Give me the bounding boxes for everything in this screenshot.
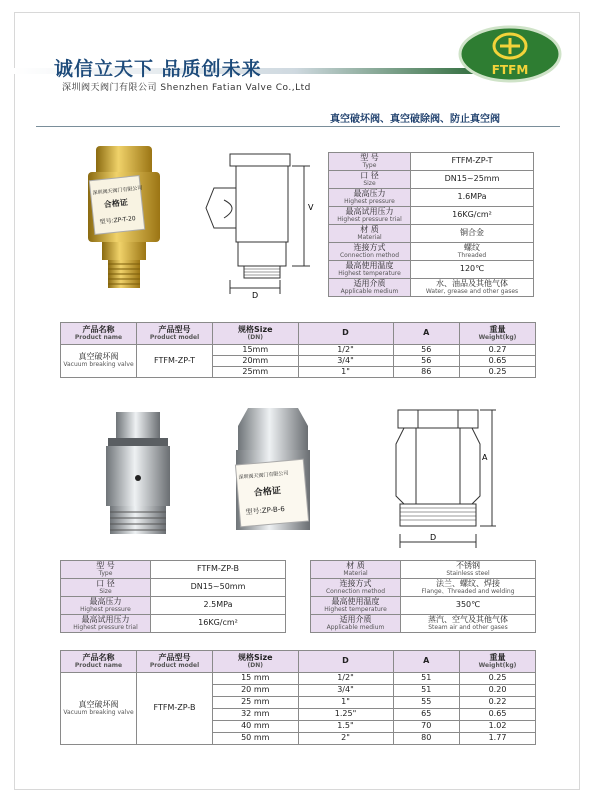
cell-text: FTFM-ZP-T: [451, 156, 493, 166]
spec-value: [411, 243, 534, 261]
spec-label: [329, 153, 411, 171]
cell-text: 产品名称: [82, 324, 115, 334]
cell-text: 0.25: [488, 673, 507, 683]
table-cell: [393, 367, 460, 378]
spec-row: [61, 561, 286, 579]
table-cell: [393, 733, 460, 745]
table-cell: [460, 356, 536, 367]
table-header: [213, 323, 299, 345]
spec-label: [61, 561, 151, 579]
cell-text: 真空破坏阀: [78, 699, 119, 709]
spec-row: [329, 189, 534, 207]
cell-text: Threaded: [457, 251, 487, 259]
table-cell: [298, 367, 393, 378]
table-header: [137, 323, 213, 345]
table-cell: [393, 356, 460, 367]
cell-text: 1": [341, 697, 350, 707]
cell-text: 适用介质: [353, 278, 386, 288]
cell-text: DN15~50mm: [190, 582, 246, 592]
stainless-valve-photo: [94, 408, 184, 538]
spec-value: [411, 153, 534, 171]
cell-text: FTFM-ZP-B: [197, 564, 239, 574]
table-cell: [213, 721, 299, 733]
brass-valve-photo: [80, 142, 168, 292]
page-title: 真空破坏阀、真空破除阀、防止真空阀: [330, 114, 500, 125]
cell-text: 2.5MPa: [203, 600, 233, 610]
table-header: [213, 651, 299, 673]
spec-value: [401, 579, 536, 597]
cell-text: Size: [99, 587, 112, 595]
table-cell: [298, 345, 393, 356]
cell-text: Vacuum breaking valve: [63, 361, 134, 369]
cell-text: 1": [341, 366, 350, 376]
cell-text: 56: [421, 355, 432, 365]
table-cell: [298, 356, 393, 367]
cell-text: 20mm: [242, 355, 269, 365]
company-name: 深圳阀天阀门有限公司 Shenzhen Fatian Valve Co.,Ltd: [62, 83, 311, 93]
cell-text: Material: [343, 569, 368, 577]
cell-text: 1.02: [488, 721, 507, 731]
cell-text: 水、油品及其他气体: [436, 278, 508, 288]
dim-d-label-2: D: [430, 533, 437, 542]
table-cell: [393, 697, 460, 709]
cell-text: 20 mm: [241, 685, 270, 695]
table-cell: [213, 673, 299, 685]
cell-text: 口 径: [360, 170, 379, 180]
cell-text: Type: [98, 569, 113, 577]
spec-label: [311, 597, 401, 615]
cell-text: 25mm: [242, 366, 269, 376]
cell-text: Type: [362, 161, 377, 169]
product-model-cell: [137, 673, 213, 745]
svg-text:深圳阀天阀门有限公司: 深圳阀天阀门有限公司: [92, 185, 143, 197]
cell-text: Highest pressure: [80, 605, 131, 613]
cell-text: Product name: [74, 661, 123, 669]
cell-text: 产品型号: [158, 652, 191, 662]
cell-text: 规格Size: [237, 324, 273, 334]
cell-text: Product model: [149, 333, 200, 341]
cell-text: Size: [363, 179, 376, 187]
spec-table-t: [328, 152, 534, 297]
cell-text: 蒸汽、空气及其他气体: [428, 614, 508, 624]
cell-text: 16KG/cm²: [452, 210, 492, 220]
cell-text: D: [342, 656, 349, 666]
cell-text: 连接方式: [353, 242, 386, 252]
cell-text: 25 mm: [241, 697, 270, 707]
spec-label: [61, 579, 151, 597]
cell-text: Product model: [149, 661, 200, 669]
cell-text: 50 mm: [241, 733, 270, 743]
cell-text: DN15~25mm: [444, 174, 500, 184]
spec-row: [311, 579, 536, 597]
cell-text: 最高使用温度: [331, 596, 380, 606]
spec-label: [61, 615, 151, 633]
cell-text: Highest pressure: [344, 197, 395, 205]
dim-a-label: A: [482, 453, 488, 462]
table-cell: [213, 709, 299, 721]
title-rule: [36, 126, 560, 127]
dimension-table-b: [60, 650, 536, 745]
cell-text: Applicable medium: [326, 623, 385, 631]
svg-text:型号:ZP-B-6: 型号:ZP-B-6: [245, 504, 286, 517]
table-cell: [460, 673, 536, 685]
cell-text: 最高试用压力: [81, 614, 130, 624]
dimension-table-t: [60, 322, 536, 378]
product-name-cell: [61, 673, 137, 745]
spec-label: [329, 171, 411, 189]
spec-value: [401, 561, 536, 579]
cell-text: 40 mm: [241, 721, 270, 731]
svg-text:深圳阀天阀门有限公司: 深圳阀天阀门有限公司: [238, 470, 289, 481]
table-cell: [213, 356, 299, 367]
logo-text: FTFM: [491, 63, 529, 77]
valve-b-drawing: [380, 404, 500, 554]
ftfm-logo: [455, 24, 565, 84]
table-cell: [393, 709, 460, 721]
spec-table-b-left: [60, 560, 286, 633]
cell-text: Water, grease and other gases: [425, 287, 519, 295]
table-cell: [460, 367, 536, 378]
cell-text: 铜合金: [460, 228, 484, 238]
dim-v-label: V: [308, 203, 314, 212]
cell-text: Highest temperature: [324, 605, 387, 613]
svg-text:合格证: 合格证: [103, 197, 129, 210]
spec-row: [61, 615, 286, 633]
table-cell: [460, 697, 536, 709]
table-header: [460, 651, 536, 673]
spec-label: [329, 207, 411, 225]
cell-text: 0.27: [488, 344, 507, 354]
spec-value: [411, 261, 534, 279]
spec-row: [329, 225, 534, 243]
svg-text:型号:ZP-T-20: 型号:ZP-T-20: [99, 215, 137, 226]
spec-label: [311, 579, 401, 597]
cell-text: A: [423, 656, 430, 666]
cell-text: 材 质: [346, 560, 365, 570]
cell-text: Steam air and other gases: [428, 623, 508, 631]
cell-text: Material: [357, 233, 382, 241]
spec-label: [311, 615, 401, 633]
spec-row: [329, 171, 534, 189]
cell-text: Product name: [74, 333, 123, 341]
cell-text: 3/4": [337, 355, 354, 365]
cell-text: 1.5": [337, 721, 354, 731]
cell-text: 法兰、螺纹、焊接: [436, 578, 500, 588]
spec-label: [329, 261, 411, 279]
cell-text: 产品名称: [82, 652, 115, 662]
svg-text:合格证: 合格证: [253, 486, 282, 499]
cell-text: 120℃: [459, 264, 485, 274]
cell-text: 材 质: [360, 224, 379, 234]
stainless-valve-tag-photo: [228, 404, 318, 540]
cell-text: A: [423, 328, 430, 338]
table-cell: [298, 673, 393, 685]
cell-text: 3/4": [337, 685, 354, 695]
cell-text: 1/2": [337, 673, 354, 683]
cell-text: 350℃: [455, 600, 481, 610]
cell-text: Applicable medium: [340, 287, 399, 295]
cell-text: 产品型号: [158, 324, 191, 334]
cell-text: Weight(kg): [478, 333, 517, 341]
cell-text: 15mm: [242, 344, 269, 354]
cell-text: 螺纹: [464, 242, 480, 252]
table-cell: [393, 685, 460, 697]
table-cell: [213, 733, 299, 745]
cell-text: 型 号: [96, 560, 115, 570]
cell-text: Highest pressure trial: [73, 623, 138, 631]
cell-text: 56: [421, 344, 432, 354]
cell-text: 1/2": [337, 344, 354, 354]
spec-label: [329, 279, 411, 297]
table-cell: [213, 345, 299, 356]
cell-text: 不锈钢: [456, 560, 480, 570]
spec-value: [411, 171, 534, 189]
cell-text: Stainless steel: [446, 569, 490, 577]
spec-row: [61, 579, 286, 597]
cell-text: 0.65: [488, 709, 507, 719]
table-cell: [213, 697, 299, 709]
cell-text: D: [342, 328, 349, 338]
spec-row: [329, 243, 534, 261]
spec-row: [329, 261, 534, 279]
slogan: 诚信立天下 品质创未来: [54, 58, 262, 80]
spec-value: [401, 597, 536, 615]
spec-label: [329, 189, 411, 207]
valve-t-drawing: [200, 148, 320, 308]
table-row: [61, 345, 536, 356]
cell-text: 51: [421, 673, 432, 683]
cell-text: 80: [421, 733, 432, 743]
cell-text: (DN): [247, 333, 263, 341]
cell-text: 最高压力: [353, 188, 386, 198]
cell-text: Flange、Threaded and welding: [421, 587, 515, 595]
table-cell: [213, 367, 299, 378]
spec-label: [61, 597, 151, 615]
table-cell: [298, 709, 393, 721]
table-cell: [393, 345, 460, 356]
spec-value: [411, 279, 534, 297]
cell-text: 最高压力: [89, 596, 122, 606]
dim-d-label: D: [252, 291, 259, 300]
cell-text: 2": [341, 733, 350, 743]
cell-text: 70: [421, 721, 432, 731]
cell-text: Highest pressure trial: [337, 215, 402, 223]
cell-text: Connection method: [339, 251, 400, 259]
spec-row: [329, 279, 534, 297]
spec-row: [329, 153, 534, 171]
cell-text: 型 号: [360, 152, 379, 162]
spec-row: [311, 597, 536, 615]
table-cell: [460, 721, 536, 733]
spec-row: [329, 207, 534, 225]
cell-text: 86: [421, 366, 432, 376]
spec-row: [311, 615, 536, 633]
cell-text: 连接方式: [339, 578, 372, 588]
cell-text: 真空破坏阀: [78, 352, 119, 362]
spec-value: [151, 579, 286, 597]
spec-value: [151, 597, 286, 615]
cell-text: 65: [421, 709, 432, 719]
table-cell: [460, 733, 536, 745]
table-header: [61, 323, 137, 345]
spec-row: [61, 597, 286, 615]
product-name-cell: [61, 345, 137, 378]
table-header: [61, 651, 137, 673]
cell-text: 口 径: [96, 578, 115, 588]
cell-text: 最高使用温度: [345, 260, 394, 270]
spec-value: [401, 615, 536, 633]
cell-text: 55: [421, 697, 432, 707]
spec-value: [411, 225, 534, 243]
cell-text: 1.25": [334, 709, 357, 719]
table-row: [61, 673, 536, 685]
spec-label: [329, 243, 411, 261]
cell-text: FTFM-ZP-T: [154, 355, 195, 365]
table-cell: [298, 685, 393, 697]
table-cell: [213, 685, 299, 697]
cell-text: 16KG/cm²: [198, 618, 238, 628]
cell-text: Highest temperature: [338, 269, 401, 277]
spec-value: [151, 615, 286, 633]
cell-text: 重量: [489, 652, 506, 662]
table-header: [460, 323, 536, 345]
cell-text: 0.65: [488, 355, 507, 365]
cell-text: 51: [421, 685, 432, 695]
spec-value: [411, 207, 534, 225]
cell-text: Vacuum breaking valve: [63, 708, 134, 716]
table-header: [298, 651, 393, 673]
spec-label: [329, 225, 411, 243]
table-cell: [393, 673, 460, 685]
cell-text: 最高试用压力: [345, 206, 394, 216]
table-cell: [298, 697, 393, 709]
table-cell: [298, 721, 393, 733]
cell-text: 0.20: [488, 685, 507, 695]
cell-text: 重量: [489, 324, 506, 334]
table-cell: [460, 709, 536, 721]
table-header: [393, 651, 460, 673]
spec-label: [311, 561, 401, 579]
cell-text: 15 mm: [241, 673, 270, 683]
cell-text: FTFM-ZP-B: [153, 703, 196, 713]
table-cell: [393, 721, 460, 733]
spec-row: [311, 561, 536, 579]
table-cell: [460, 685, 536, 697]
cell-text: 1.77: [488, 733, 507, 743]
product-model-cell: [137, 345, 213, 378]
cell-text: 1.6MPa: [457, 192, 487, 202]
spec-value: [151, 561, 286, 579]
spec-table-b-right: [310, 560, 536, 633]
cell-text: (DN): [247, 661, 263, 669]
table-header: [393, 323, 460, 345]
cell-text: 32 mm: [241, 709, 270, 719]
cell-text: 0.25: [488, 366, 507, 376]
cell-text: Weight(kg): [478, 661, 517, 669]
cell-text: 0.22: [488, 697, 507, 707]
cell-text: Connection method: [325, 587, 386, 595]
cell-text: 适用介质: [339, 614, 372, 624]
table-cell: [460, 345, 536, 356]
table-header: [137, 651, 213, 673]
table-cell: [298, 733, 393, 745]
cell-text: 规格Size: [237, 652, 273, 662]
spec-value: [411, 189, 534, 207]
table-header: [298, 323, 393, 345]
